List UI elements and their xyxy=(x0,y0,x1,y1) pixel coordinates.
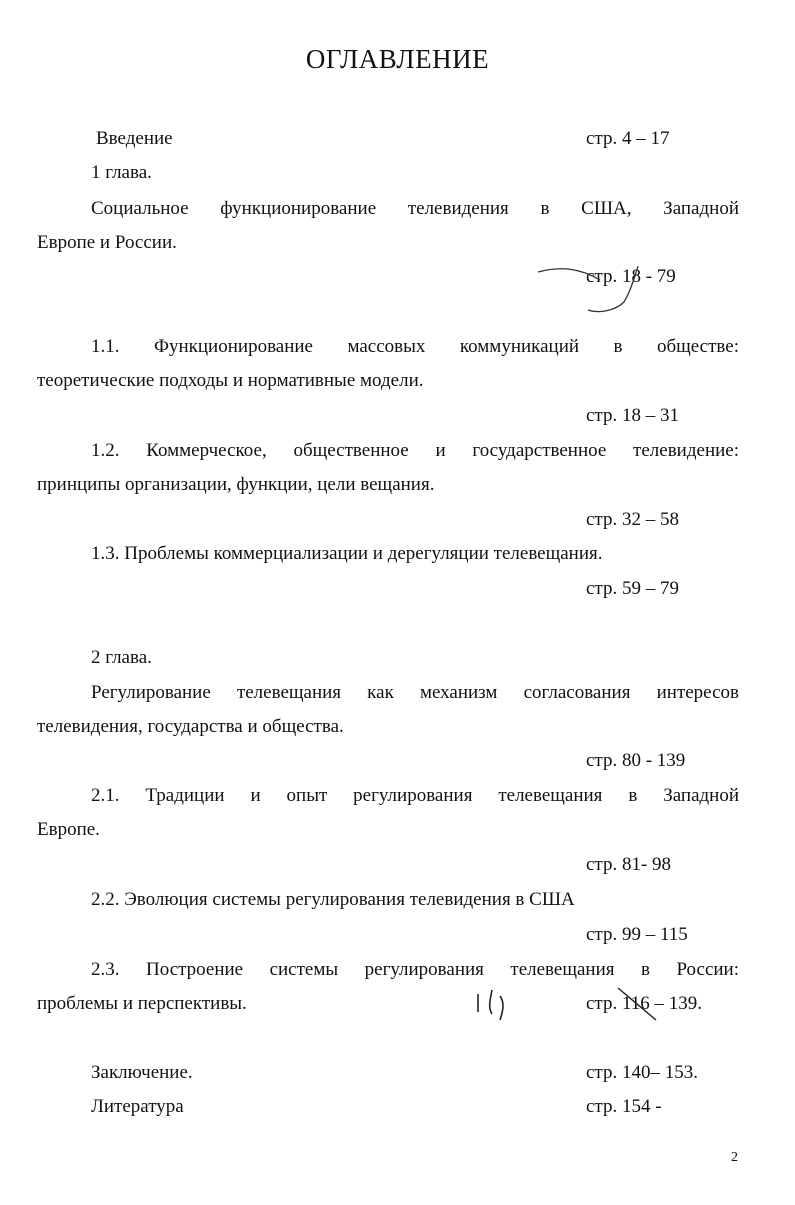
section-2-2-line1: 2.2. Эволюция системы регулирования телевидения в США xyxy=(91,889,575,910)
intro-pages: стр. 4 – 17 xyxy=(586,128,670,149)
literature-label: Литература xyxy=(91,1096,184,1117)
chapter2-title-line2: телевидения, государства и общества. xyxy=(37,716,344,737)
section-1-1-line2: теоретические подходы и нормативные модели. xyxy=(37,370,424,391)
section-1-1-line1: 1.1. Функционирование массовых коммуникаций в обществе: xyxy=(91,336,739,357)
section-1-1-pages: стр. 18 – 31 xyxy=(586,405,679,426)
section-1-2-line2: принципы организации, функции, цели вещания. xyxy=(37,474,435,495)
section-2-2-pages: стр. 99 – 115 xyxy=(586,924,688,945)
chapter2-heading: 2 глава. xyxy=(91,647,152,668)
chapter2-title-line1: Регулирование телевещания как механизм согласования интересов xyxy=(91,682,739,703)
chapter2-pages: стр. 80 - 139 xyxy=(586,750,686,771)
conclusion-pages: стр. 140– 153. xyxy=(586,1062,698,1083)
section-1-2-line1: 1.2. Коммерческое, общественное и государственное телевидение: xyxy=(91,440,739,461)
chapter1-title-line2: Европе и России. xyxy=(37,232,177,253)
literature-pages: стр. 154 - xyxy=(586,1096,662,1117)
section-2-1-line2: Европе. xyxy=(37,819,100,840)
chapter1-heading: 1 глава. xyxy=(91,162,152,183)
section-2-1-pages: стр. 81- 98 xyxy=(586,854,672,875)
section-2-3-pages: стр. 116 – 139. xyxy=(586,993,703,1014)
section-1-3-line1: 1.3. Проблемы коммерциализации и дерегуляции телевещания. xyxy=(91,543,603,564)
chapter1-pages: стр. 18 - 79 xyxy=(586,266,676,287)
section-2-3-line2: проблемы и перспективы. xyxy=(37,993,247,1014)
intro-label: Введение xyxy=(96,128,173,149)
section-1-3-pages: стр. 59 – 79 xyxy=(586,578,679,599)
page-number: 2 xyxy=(731,1150,738,1165)
section-2-1-line1: 2.1. Традиции и опыт регулирования телевещания в Западной xyxy=(91,785,739,806)
chapter1-title-line1: Социальное функционирование телевидения в США, Западной xyxy=(91,198,739,219)
section-2-3-line1: 2.3. Построение системы регулирования телевещания в России: xyxy=(91,959,739,980)
section-1-2-pages: стр. 32 – 58 xyxy=(586,509,679,530)
page-title: ОГЛАВЛЕНИЕ xyxy=(305,44,490,74)
conclusion-label: Заключение. xyxy=(91,1062,193,1083)
